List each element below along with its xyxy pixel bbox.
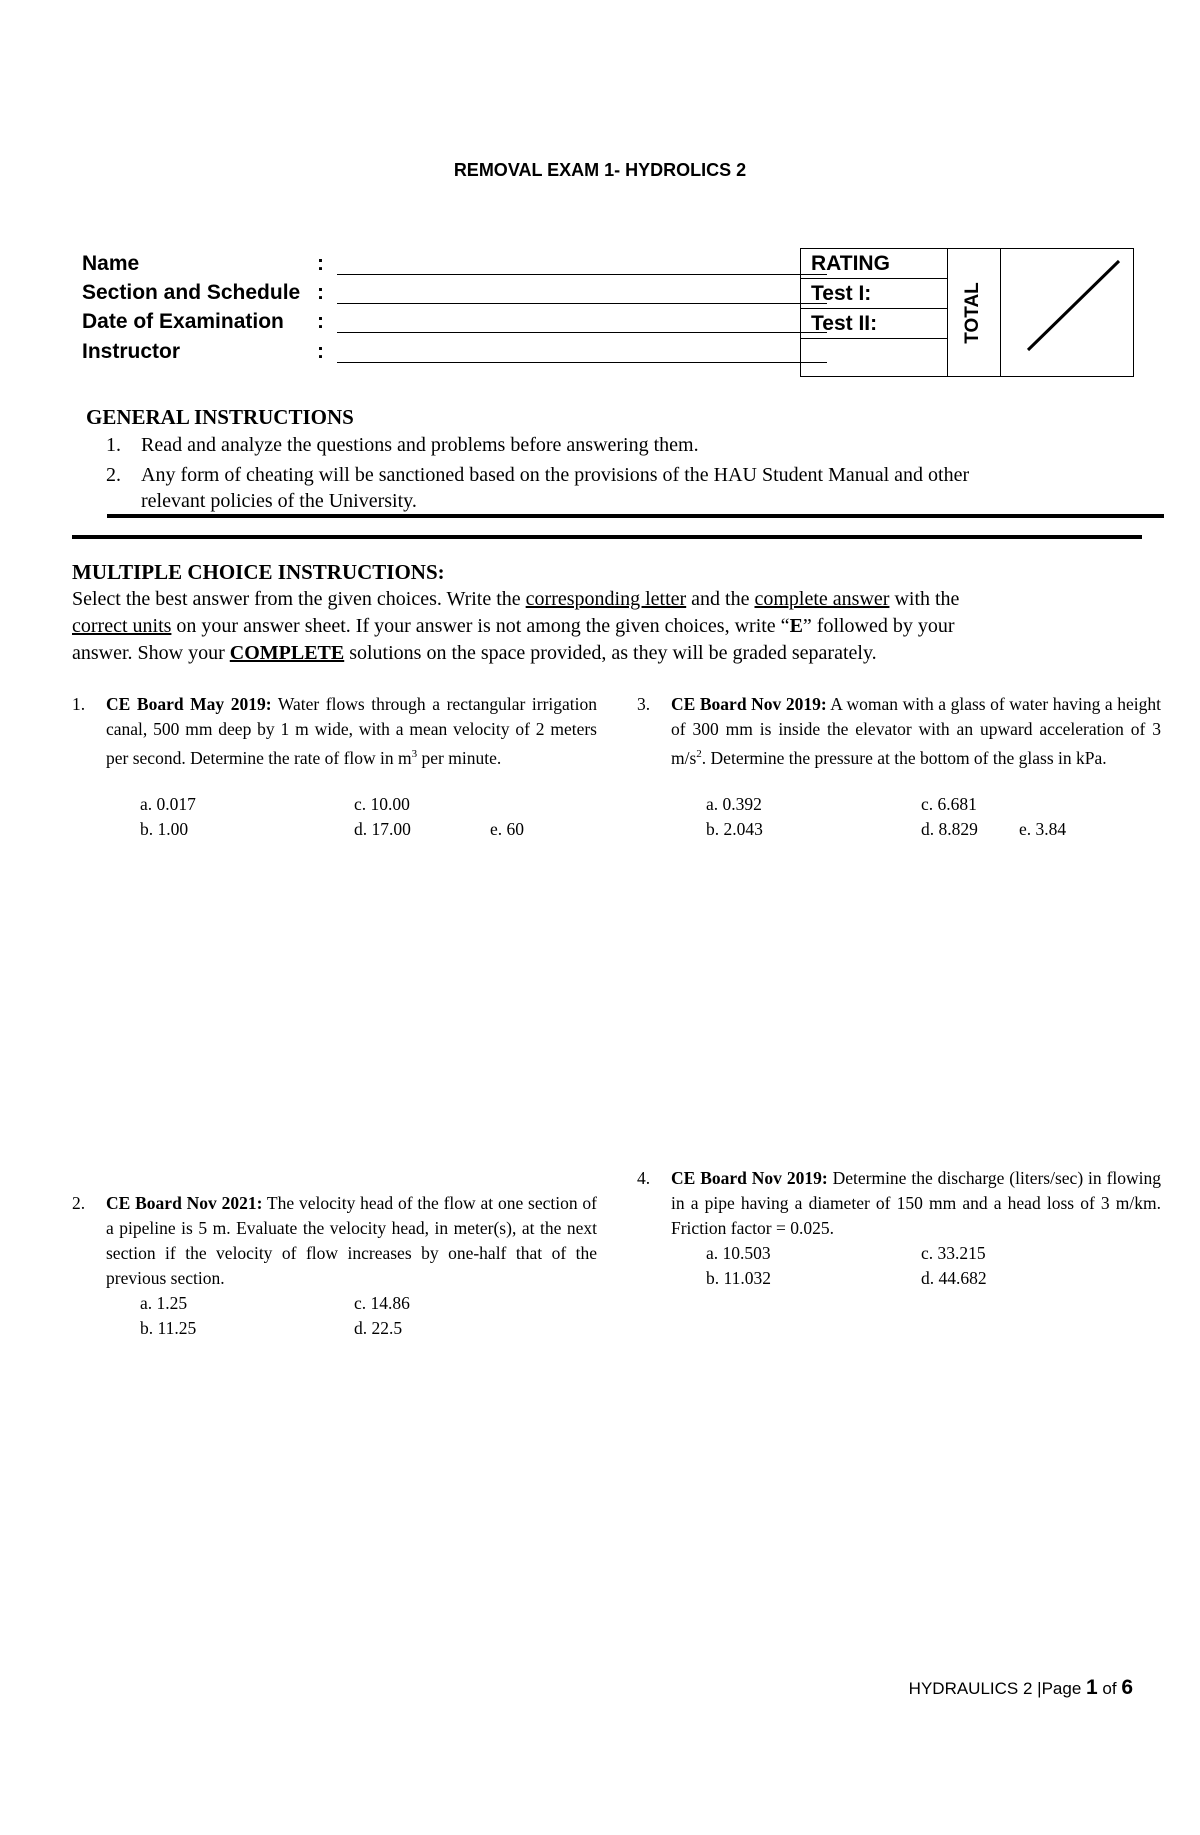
mc-instructions-line <box>72 613 955 639</box>
mc-instructions-line <box>72 640 877 666</box>
exam-title: REMOVAL EXAM 1- HYDROLICS 2 <box>453 160 747 180</box>
rating-test-1: Test I: <box>801 279 947 309</box>
choice-a[interactable]: a. 1.25 <box>140 1293 188 1313</box>
field-colon: : <box>317 310 324 333</box>
text-run: COMPLETE <box>229 642 345 664</box>
text-run: correct units <box>72 615 172 637</box>
choice-d[interactable]: d. 22.5 <box>354 1318 403 1338</box>
total-score-cell[interactable] <box>1001 249 1133 376</box>
superscript: 2 <box>696 748 702 760</box>
choice-a[interactable]: a. 10.503 <box>706 1243 771 1263</box>
text-run: and the <box>686 588 755 610</box>
footer-label: HYDRAULICS 2 |Page <box>908 1679 1086 1698</box>
item-text: Any form of cheating will be sanctioned based on the provisions of the HAU Student Manual and other <box>141 464 970 486</box>
diagonal-slash-icon <box>1001 249 1133 376</box>
question-number: 2. <box>72 1193 86 1213</box>
question-source: CE Board Nov 2019: <box>671 1168 828 1188</box>
question-text <box>671 692 1161 771</box>
choice-d[interactable]: d. 17.00 <box>354 819 411 839</box>
choice-c[interactable]: c. 14.86 <box>354 1293 410 1313</box>
page-total: 6 <box>1121 1676 1133 1699</box>
question-source: CE Board May 2019: <box>106 694 272 714</box>
rating-blank-cell[interactable] <box>801 339 947 369</box>
choice-b[interactable]: b. 2.043 <box>706 819 763 839</box>
choice-c[interactable]: c. 10.00 <box>354 794 410 814</box>
text-run: solutions on the space provided, as they will be graded separately. <box>344 642 877 664</box>
field-colon: : <box>317 281 324 304</box>
question-body: The velocity head of the flow at one section of a pipeline is 5 m. Evaluate the velocity head, in meter(s), at the next section if the velocity of flow increases by one-half that of the previous section. <box>106 1193 598 1288</box>
text-run: answer. Show your <box>72 642 230 664</box>
text-run: corresponding letter <box>525 588 687 610</box>
question-number: 3. <box>637 694 651 714</box>
question-text <box>106 692 597 771</box>
item-text: relevant policies of the University. <box>141 490 417 512</box>
question-body: Determine the discharge (liters/sec) in flowing in a pipe having a diameter of 150 mm and a head loss of 3 m/km. Friction factor = 0.025. <box>671 1168 1162 1238</box>
page-footer <box>909 1676 1133 1700</box>
page-number: 1 <box>1086 1676 1098 1699</box>
choice-a[interactable]: a. 0.392 <box>706 794 762 814</box>
mc-instructions-heading: MULTIPLE CHOICE INSTRUCTIONS: <box>72 560 445 584</box>
text-run: with the <box>889 588 960 610</box>
field-label: Instructor <box>82 340 181 363</box>
question-text <box>106 1191 597 1291</box>
instructor-blank[interactable] <box>337 338 827 363</box>
field-label: Section and Schedule <box>82 281 301 304</box>
rating-table <box>801 249 948 376</box>
general-instructions-heading: GENERAL INSTRUCTIONS <box>86 405 354 429</box>
text-run: E <box>789 615 803 637</box>
choice-b[interactable]: b. 11.25 <box>140 1318 197 1338</box>
choice-e[interactable]: e. 60 <box>490 819 525 839</box>
field-colon: : <box>317 252 324 275</box>
rating-header: RATING <box>801 249 947 279</box>
question-number: 1. <box>72 694 86 714</box>
total-column <box>947 249 1001 376</box>
choice-c[interactable]: c. 33.215 <box>921 1243 986 1263</box>
date-blank[interactable] <box>337 308 827 333</box>
choice-c[interactable]: c. 6.681 <box>921 794 977 814</box>
name-blank[interactable] <box>337 250 827 275</box>
footer-of: of <box>1097 1679 1122 1698</box>
field-label: Date of Examination <box>82 310 284 333</box>
question-body: A woman with a glass of water having a height of 300 mm is inside the elevator with an upward acceleration of 3 m/s <box>671 694 1161 768</box>
question-body-end: . Determine the pressure at the bottom of the glass in kPa. <box>701 747 1107 768</box>
field-label: Name <box>82 252 140 275</box>
section-schedule-field <box>82 279 337 307</box>
choice-d[interactable]: d. 8.829 <box>921 819 978 839</box>
question-body: Water flows through a rectangular irrigation canal, 500 mm deep by 1 m wide, with a mean velocity of 2 meters per second. Determine the rate of flow in m <box>106 694 597 768</box>
choice-d[interactable]: d. 44.682 <box>921 1268 987 1288</box>
total-label: TOTAL <box>962 282 983 344</box>
instructor-field <box>82 338 337 366</box>
superscript: 3 <box>411 748 418 760</box>
text-run: on your answer sheet. If your answer is not among the given choices, write “ <box>171 615 790 637</box>
choice-b[interactable]: b. 1.00 <box>140 819 189 839</box>
divider-line <box>107 514 1164 518</box>
choice-a[interactable]: a. 0.017 <box>140 794 196 814</box>
question-body-end: per minute. <box>417 747 502 768</box>
date-field <box>82 308 337 336</box>
question-text <box>671 1166 1161 1241</box>
divider-line <box>72 535 1142 539</box>
question-source: CE Board Nov 2019: <box>671 694 827 714</box>
item-number: 1. <box>106 434 121 456</box>
section-schedule-blank[interactable] <box>337 279 827 304</box>
choice-e[interactable]: e. 3.84 <box>1019 819 1067 839</box>
question-number: 4. <box>637 1168 651 1188</box>
question-source: CE Board Nov 2021: <box>106 1193 263 1213</box>
rating-test-2: Test II: <box>801 309 947 339</box>
mc-instructions-line <box>72 586 959 612</box>
name-field <box>82 250 337 278</box>
text-run: Select the best answer from the given choices. Write the <box>72 588 526 610</box>
text-run: ” followed by your <box>802 615 955 637</box>
choice-b[interactable]: b. 11.032 <box>706 1268 771 1288</box>
item-number: 2. <box>106 464 121 486</box>
rating-box <box>800 248 1134 377</box>
item-text: Read and analyze the questions and problems before answering them. <box>141 434 699 456</box>
text-run: complete answer <box>754 588 890 610</box>
field-colon: : <box>317 340 324 363</box>
